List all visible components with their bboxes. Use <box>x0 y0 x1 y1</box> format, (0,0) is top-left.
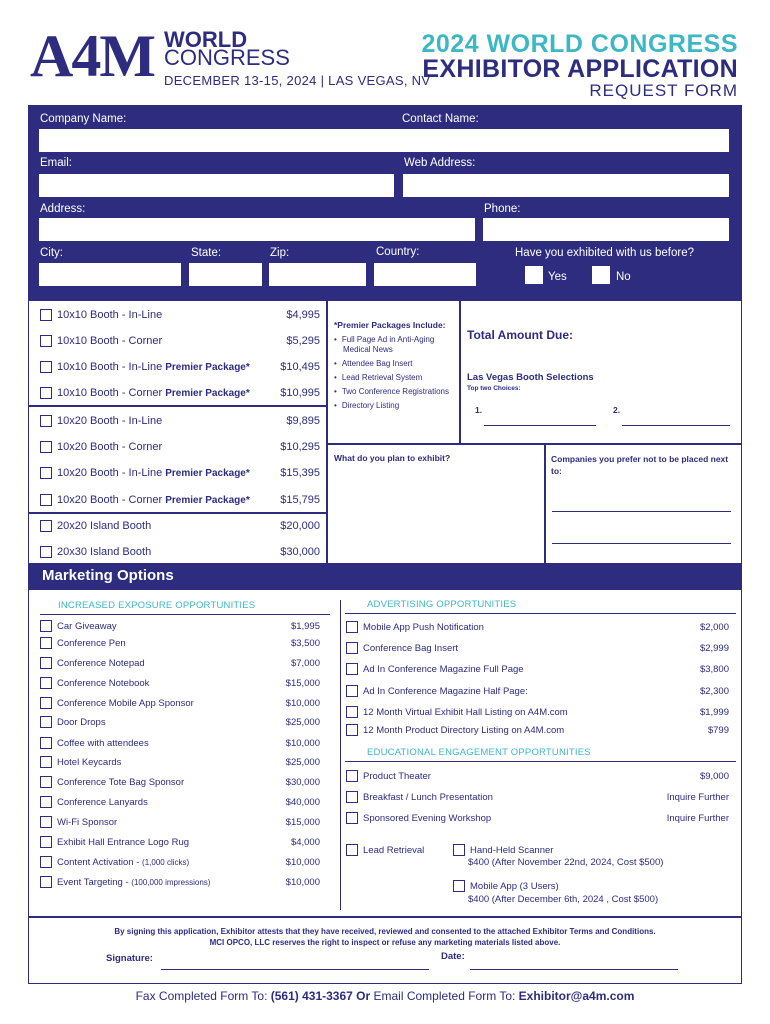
booth-label <box>57 335 286 347</box>
increased-exposure-heading: INCREASED EXPOSURE OPPORTUNITIES <box>58 600 256 611</box>
marketing-option-row[interactable] <box>346 641 729 655</box>
contact-name-label: Contact Name: <box>402 113 479 125</box>
booth-checkbox[interactable] <box>40 361 52 373</box>
booth-option-row[interactable] <box>40 413 320 429</box>
exhibited-question: Have you exhibited with us before? <box>515 247 694 259</box>
option-price: Inquire Further <box>666 812 729 824</box>
marketing-option-row[interactable] <box>40 736 320 750</box>
booth-price: $4,995 <box>286 309 320 321</box>
option-checkbox[interactable] <box>346 663 358 675</box>
option-name: Ad In Conference Magazine Half Page: <box>363 685 528 697</box>
option-name: Conference Pen <box>57 637 126 649</box>
option-checkbox[interactable] <box>346 706 358 718</box>
option-name: Conference Bag Insert <box>363 642 459 654</box>
option-price: Inquire Further <box>666 791 729 803</box>
option-checkbox[interactable] <box>346 685 358 697</box>
option-checkbox[interactable] <box>40 776 52 788</box>
option-price: $1,999 <box>699 706 729 718</box>
marketing-option-row[interactable] <box>346 620 729 634</box>
form-subtitle: REQUEST FORM <box>589 81 738 100</box>
no-checkbox[interactable] <box>592 266 610 284</box>
companies-prefer-label: Companies you prefer not to be placed next to: <box>551 454 729 476</box>
company-contact-field[interactable] <box>39 129 729 152</box>
option-name: 12 Month Product Directory Listing on A4M.com <box>363 724 565 736</box>
option-price: $799 <box>707 724 729 736</box>
date-label: Date: <box>441 951 465 962</box>
booth-name: 10x20 Booth - Corner <box>57 494 166 506</box>
booth-price: $9,895 <box>286 415 320 427</box>
option-checkbox[interactable] <box>40 836 52 848</box>
booth-checkbox[interactable] <box>40 387 52 399</box>
option-price: $10,000 <box>285 876 320 888</box>
option-label <box>363 707 700 718</box>
option-name: Conference Mobile App Sponsor <box>57 697 194 709</box>
marketing-option-row[interactable] <box>40 815 320 829</box>
option-price: $9,000 <box>699 770 729 782</box>
marketing-option-row[interactable] <box>40 636 320 650</box>
choice-1-label: 1. <box>475 405 483 415</box>
option-label <box>57 857 286 868</box>
option-name: Sponsored Evening Workshop <box>363 812 492 824</box>
option-label <box>57 837 291 848</box>
option-name: 12 Month Virtual Exhibit Hall Listing on A4M.com <box>363 706 568 718</box>
option-label <box>363 622 700 633</box>
premier-heading: *Premier Packages Include: <box>334 320 446 330</box>
option-label <box>57 717 286 728</box>
option-label <box>363 643 700 654</box>
option-checkbox[interactable] <box>346 791 358 803</box>
option-label <box>363 725 708 736</box>
option-label <box>57 638 291 649</box>
marketing-options-title: Marketing Options <box>42 567 174 584</box>
option-detail: (100,000 impressions) <box>131 877 211 887</box>
option-price: $2,999 <box>699 642 729 654</box>
option-checkbox[interactable] <box>346 621 358 633</box>
choice-1-line[interactable] <box>484 425 596 426</box>
fax-prefix: Fax Completed Form To: <box>135 989 271 1003</box>
mobile-app-price: $400 (After December 6th, 2024 , Cost $500) <box>468 894 659 905</box>
option-price: $10,000 <box>285 737 320 749</box>
option-label <box>57 621 291 632</box>
lead-retrieval-label: Lead Retrieval <box>363 844 425 856</box>
choice-2-line[interactable] <box>622 425 730 426</box>
option-name: Hotel Keycards <box>57 756 122 768</box>
option-name: Ad In Conference Magazine Full Page <box>363 663 524 675</box>
option-label <box>57 877 286 888</box>
companies-line-1[interactable] <box>552 511 731 512</box>
booth-option-row[interactable] <box>40 465 320 481</box>
form-title-year: 2024 WORLD CONGRESS <box>421 30 738 58</box>
choice-2-label: 2. <box>613 405 621 415</box>
city-label: City: <box>40 247 63 259</box>
option-checkbox[interactable] <box>40 637 52 649</box>
web-address-label: Web Address: <box>404 157 476 169</box>
premier-item: • Directory Listing <box>334 399 459 413</box>
booth-price: $10,995 <box>280 387 320 399</box>
plan-to-exhibit-label: What do you plan to exhibit? <box>334 453 451 463</box>
booth-name: 10x20 Booth - In-Line <box>57 467 166 479</box>
booth-row-divider-1 <box>28 405 326 407</box>
option-name: Coffee with attendees <box>57 737 149 749</box>
handheld-scanner-row[interactable] <box>453 843 713 857</box>
option-label <box>363 792 667 803</box>
exhibit-divider <box>544 443 546 564</box>
booth-option-row[interactable] <box>40 439 320 455</box>
top-two-choices-label: Top two Choices: <box>467 385 521 392</box>
companies-line-2[interactable] <box>552 543 731 544</box>
option-checkbox[interactable] <box>40 796 52 808</box>
or-text: Or <box>352 989 374 1003</box>
marketing-option-row[interactable] <box>346 811 729 825</box>
option-checkbox[interactable] <box>40 697 52 709</box>
option-label <box>363 664 700 675</box>
option-checkbox[interactable] <box>40 657 52 669</box>
marketing-option-row[interactable] <box>40 755 320 769</box>
marketing-option-row[interactable] <box>346 684 729 698</box>
option-label <box>363 771 700 782</box>
web-address-field[interactable] <box>403 174 729 197</box>
option-checkbox[interactable] <box>40 620 52 632</box>
option-price: $2,000 <box>699 621 729 633</box>
marketing-option-row[interactable] <box>346 769 729 783</box>
booth-name: 10x20 Booth - In-Line <box>57 415 163 427</box>
booth-option-row[interactable] <box>40 333 320 349</box>
email-label: Email: <box>40 157 72 169</box>
booth-label <box>57 546 280 558</box>
educational-heading: EDUCATIONAL ENGAGEMENT OPPORTUNITIES <box>367 747 591 758</box>
booth-label <box>57 309 286 321</box>
total-amount-due-label: Total Amount Due: <box>467 328 573 342</box>
booth-option-row[interactable] <box>40 544 320 560</box>
booth-checkbox[interactable] <box>40 335 52 347</box>
option-checkbox[interactable] <box>40 876 52 888</box>
increased-heading-line <box>40 614 330 615</box>
option-checkbox[interactable] <box>346 812 358 824</box>
option-name: Breakfast / Lunch Presentation <box>363 791 493 803</box>
email-prefix: Email Completed Form To: <box>373 989 519 1003</box>
option-price: $25,000 <box>285 756 320 768</box>
booth-name: 10x10 Booth - Corner <box>57 335 163 347</box>
booth-checkbox[interactable] <box>40 494 52 506</box>
option-price: $3,500 <box>290 637 320 649</box>
option-name: Content Activation - <box>57 856 143 868</box>
booth-divider <box>326 301 328 564</box>
country-label: Country: <box>376 246 420 258</box>
premier-item: • Full Page Ad in Anti-Aging <box>334 333 459 347</box>
marketing-divider <box>340 600 341 910</box>
zip-label: Zip: <box>270 247 290 259</box>
option-label <box>363 813 667 824</box>
booth-price: $10,495 <box>280 361 320 373</box>
date-line[interactable] <box>470 969 678 970</box>
marketing-option-row[interactable] <box>40 619 320 633</box>
terms-divider <box>28 916 742 918</box>
booth-name: 10x10 Booth - Corner <box>57 387 166 399</box>
option-checkbox[interactable] <box>40 716 52 728</box>
logo-world-text: WORLD <box>164 27 248 52</box>
premier-item-cont: Medical News <box>343 345 393 354</box>
booth-label <box>57 361 280 373</box>
a4m-logo: A4M <box>30 23 154 89</box>
option-checkbox[interactable] <box>346 770 358 782</box>
option-label <box>57 817 286 828</box>
phone-field[interactable] <box>483 218 729 241</box>
booth-label <box>57 415 286 427</box>
yes-checkbox[interactable] <box>525 266 543 284</box>
option-checkbox[interactable] <box>346 724 358 736</box>
mobile-app-row[interactable] <box>453 879 713 893</box>
marketing-option-row[interactable] <box>346 723 729 737</box>
option-price: $7,000 <box>290 657 320 669</box>
option-name: Door Drops <box>57 716 106 728</box>
option-price: $4,000 <box>290 836 320 848</box>
booth-option-row[interactable] <box>40 385 320 401</box>
option-name: Conference Notepad <box>57 657 145 669</box>
option-checkbox[interactable] <box>40 677 52 689</box>
city-field[interactable] <box>39 263 181 286</box>
booth-price: $15,395 <box>280 467 320 479</box>
form-title-main: EXHIBITOR APPLICATION <box>422 55 738 83</box>
fax-number: (561) 431-3367 <box>270 989 353 1003</box>
company-name-label: Company Name: <box>40 113 127 125</box>
premier-divider <box>459 301 461 443</box>
booth-checkbox[interactable] <box>40 467 52 479</box>
booth-label <box>57 387 280 399</box>
booth-price: $5,295 <box>286 335 320 347</box>
marketing-option-row[interactable] <box>40 875 320 889</box>
option-name: Exhibit Hall Entrance Logo Rug <box>57 836 190 848</box>
event-dates: DECEMBER 13-15, 2024 | LAS VEGAS, NV <box>164 73 431 88</box>
email-address[interactable]: Exhibitor@a4m.com <box>518 989 635 1003</box>
logo-congress-text: CONGRESS <box>164 45 290 70</box>
option-name: Conference Tote Bag Sponsor <box>57 776 185 788</box>
submission-instructions <box>0 989 770 1003</box>
handheld-scanner-price: $400 (After November 22nd, 2024, Cost $500) <box>468 857 664 868</box>
option-price: $3,800 <box>699 663 729 675</box>
marketing-option-row[interactable] <box>40 656 320 670</box>
advertising-heading: ADVERTISING OPPORTUNITIES <box>367 599 517 610</box>
handheld-scanner-label: Hand-Held Scanner <box>470 844 554 856</box>
lead-retrieval-checkbox[interactable] <box>346 844 358 856</box>
premier-package-tag: Premier Package* <box>165 362 250 373</box>
marketing-option-row[interactable] <box>346 705 729 719</box>
booth-name: 10x20 Booth - Corner <box>57 441 163 453</box>
booth-row-divider-2 <box>28 512 326 514</box>
option-price: $2,300 <box>699 685 729 697</box>
booth-option-row[interactable] <box>40 518 320 534</box>
option-label <box>57 777 286 788</box>
booth-checkbox[interactable] <box>40 546 52 558</box>
option-name: Conference Lanyards <box>57 796 148 808</box>
premier-package-tag: Premier Package* <box>165 468 250 479</box>
premier-package-tag: Premier Package* <box>165 388 250 399</box>
booth-name: 10x10 Booth - In-Line <box>57 309 163 321</box>
booth-option-row[interactable] <box>40 492 320 508</box>
marketing-option-row[interactable] <box>346 662 729 676</box>
option-price: $15,000 <box>285 816 320 828</box>
option-price: $1,995 <box>290 620 320 632</box>
mobile-app-label: Mobile App (3 Users) <box>470 880 559 892</box>
booth-hdivider <box>326 443 742 445</box>
email-field[interactable] <box>39 174 394 197</box>
marketing-option-row[interactable] <box>40 855 320 869</box>
marketing-option-row[interactable] <box>40 795 320 809</box>
option-name: Product Theater <box>363 770 431 782</box>
signature-line[interactable] <box>161 969 429 970</box>
option-checkbox[interactable] <box>40 756 52 768</box>
address-label: Address: <box>40 203 86 215</box>
terms-text <box>60 926 710 948</box>
booth-checkbox[interactable] <box>40 309 52 321</box>
option-name: Wi-Fi Sponsor <box>57 816 118 828</box>
booth-label <box>57 467 280 479</box>
advertising-heading-line <box>345 613 736 614</box>
marketing-option-row[interactable] <box>40 696 320 710</box>
booth-name: 20x30 Island Booth <box>57 546 152 558</box>
booth-name: 10x10 Booth - In-Line <box>57 361 166 373</box>
option-checkbox[interactable] <box>40 737 52 749</box>
country-field[interactable] <box>374 263 476 286</box>
premier-list <box>334 333 459 413</box>
option-price: $10,000 <box>285 856 320 868</box>
option-price: $40,000 <box>285 796 320 808</box>
state-label: State: <box>191 247 222 259</box>
marketing-option-row[interactable] <box>346 790 729 804</box>
option-label <box>57 698 286 709</box>
option-label <box>363 686 700 697</box>
booth-checkbox[interactable] <box>40 441 52 453</box>
option-checkbox[interactable] <box>40 816 52 828</box>
booth-option-row[interactable] <box>40 359 320 375</box>
option-label <box>57 738 286 749</box>
booth-price: $20,000 <box>280 520 320 532</box>
booth-price: $10,295 <box>280 441 320 453</box>
premier-item: • Attendee Bag Insert <box>334 357 459 371</box>
option-label <box>57 658 291 669</box>
booth-option-row[interactable] <box>40 307 320 323</box>
terms-line-1: By signing this application, Exhibitor attests that they have received, reviewed and consented to the attached Exhibitor Terms and Conditions. <box>114 927 656 936</box>
option-label <box>57 797 286 808</box>
no-label: No <box>616 271 631 283</box>
signature-label: Signature: <box>106 953 153 964</box>
option-label <box>57 678 286 689</box>
terms-line-2: MCI OPCO, LLC reserves the right to inspect or refuse any marketing materials listed above. <box>209 938 561 947</box>
phone-label: Phone: <box>484 203 521 215</box>
address-field[interactable] <box>39 218 475 241</box>
booth-checkbox[interactable] <box>40 520 52 532</box>
booth-label <box>57 494 280 506</box>
option-price: $25,000 <box>285 716 320 728</box>
lead-retrieval-row[interactable] <box>346 843 466 857</box>
premier-item: • Two Conference Registrations <box>334 385 459 399</box>
booth-label <box>57 520 280 532</box>
mobile-app-checkbox[interactable] <box>453 880 465 892</box>
booth-label <box>57 441 280 453</box>
booth-price: $15,795 <box>280 494 320 506</box>
option-price: $30,000 <box>285 776 320 788</box>
marketing-option-row[interactable] <box>40 715 320 729</box>
option-checkbox[interactable] <box>346 642 358 654</box>
las-vegas-booth-heading: Las Vegas Booth Selections <box>467 372 594 383</box>
marketing-option-row[interactable] <box>40 676 320 690</box>
option-price: $15,000 <box>285 677 320 689</box>
option-checkbox[interactable] <box>40 856 52 868</box>
state-field[interactable] <box>189 263 262 286</box>
marketing-option-row[interactable] <box>40 775 320 789</box>
booth-price: $30,000 <box>280 546 320 558</box>
zip-field[interactable] <box>269 263 366 286</box>
option-name: Mobile App Push Notification <box>363 621 484 633</box>
marketing-option-row[interactable] <box>40 835 320 849</box>
premier-item: • Lead Retrieval System <box>334 371 459 385</box>
option-name: Car Giveaway <box>57 620 117 632</box>
booth-checkbox[interactable] <box>40 415 52 427</box>
booth-name: 20x20 Island Booth <box>57 520 152 532</box>
option-name: Conference Notebook <box>57 677 150 689</box>
yes-label: Yes <box>548 271 567 283</box>
option-price: $10,000 <box>285 697 320 709</box>
educational-heading-line <box>345 761 736 762</box>
option-name: Event Targeting - <box>57 876 132 888</box>
premier-package-tag: Premier Package* <box>165 495 250 506</box>
option-detail: (1,000 clicks) <box>142 857 190 867</box>
handheld-scanner-checkbox[interactable] <box>453 844 465 856</box>
option-label <box>57 757 286 768</box>
